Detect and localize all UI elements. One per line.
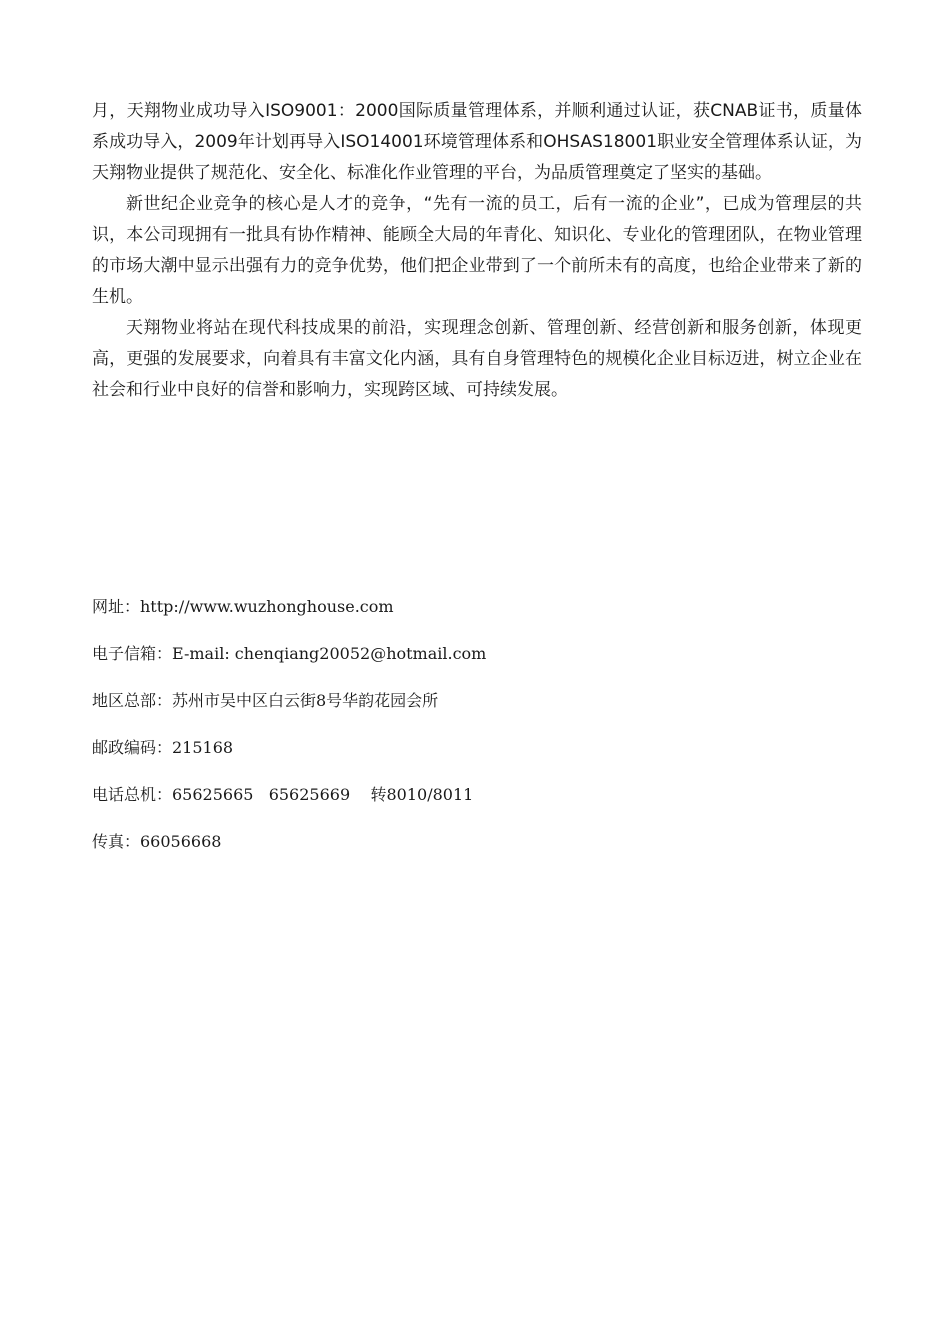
paragraph-quality-certification: 月，天翔物业成功导入ISO9001：2000国际质量管理体系，并顺利通过认证，获CNAB证书，质量体系成功导入，2009年计划再导入ISO14001环境管理体系和OHSAS18001职业安全管理体系认证，为天翔物业提供了规范化、安全化、标准化作业管理的平台，为品质管理奠定了坚实的基础。: [92, 101, 862, 183]
email-line: 电子信箱：E-mail: chenqiang20052@hotmail.com: [92, 644, 487, 663]
postcode-line: 邮政编码：215168: [92, 738, 234, 757]
phone-line: 电话总机：65625665 65625669 转8010/8011: [92, 785, 474, 804]
body-text: [92, 96, 862, 406]
address-line: 地区总部：苏州市吴中区白云街8号华韵花园会所: [92, 691, 439, 710]
website-line: 网址：http://www.wuzhonghouse.com: [92, 597, 394, 616]
contact-info: [92, 590, 862, 872]
paragraph-development-goals: 天翔物业将站在现代科技成果的前沿，实现理念创新、管理创新、经营创新和服务创新，体现更高，更强的发展要求，向着具有丰富文化内涵，具有自身管理特色的规模化企业目标迈进，树立企业在社会和行业中良好的信誉和影响力，实现跨区域、可持续发展。: [92, 318, 862, 400]
paragraph-talent-competition: 新世纪企业竞争的核心是人才的竞争，“先有一流的员工，后有一流的企业”，已成为管理层的共识，本公司现拥有一批具有协作精神、能顾全大局的年青化、知识化、专业化的管理团队，在物业管理的市场大潮中显示出强有力的竞争优势，他们把企业带到了一个前所未有的高度，也给企业带来了新的生机。: [92, 194, 862, 307]
fax-line: 传真：66056668: [92, 832, 222, 851]
